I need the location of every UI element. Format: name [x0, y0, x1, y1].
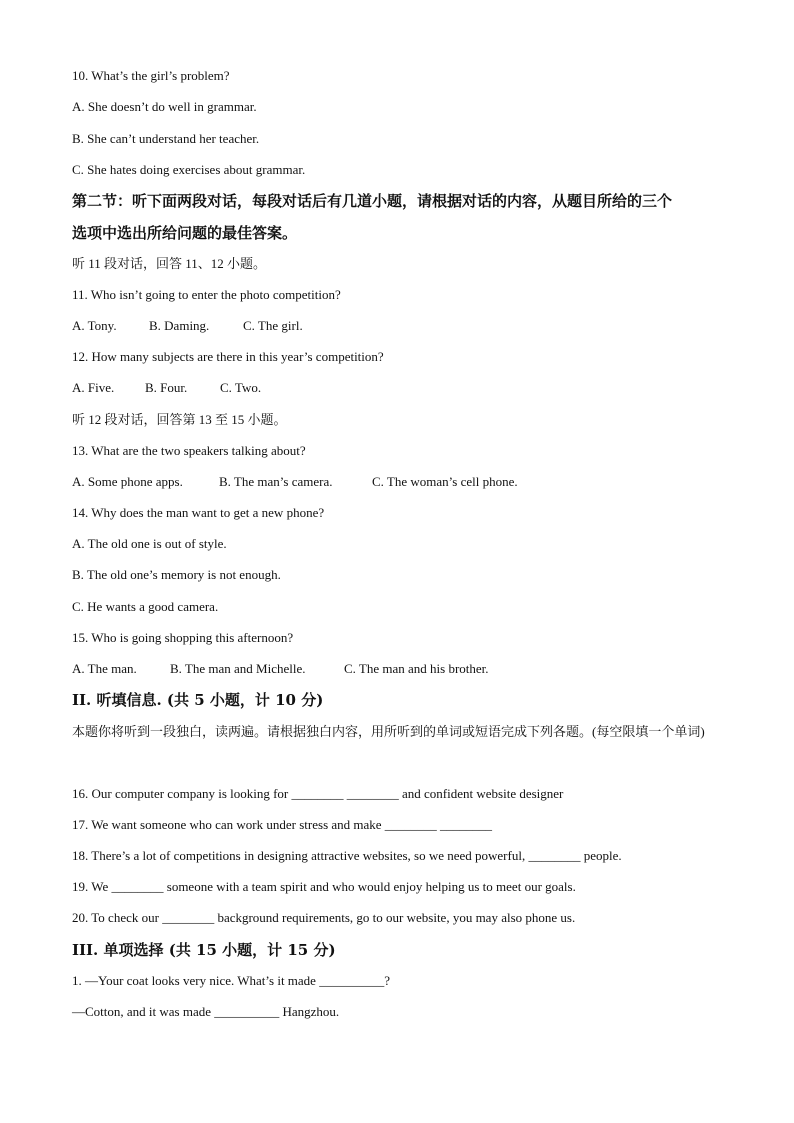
- q14-option-a: A. The old one is out of style.: [72, 536, 227, 551]
- q10-option-b: B. She can’t understand her teacher.: [72, 131, 260, 146]
- section-2-heading-line1: 第二节：听下面两段对话，每段对话后有几道小题，请根据对话的内容，从题目所给的三个: [72, 192, 673, 210]
- question-15: 15. Who is going shopping this afternoon?: [72, 630, 294, 645]
- q14-option-b: B. The old one’s memory is not enough.: [72, 567, 281, 582]
- question-10: 10. What’s the girl’s problem?: [72, 68, 230, 83]
- dialog-12-instruction: 听 12 段对话，回答第 13 至 15 小题。: [72, 412, 287, 427]
- question-20: 20. To check our ________ background requirements, go to our website, you may also phone us.: [72, 910, 576, 925]
- q13-options: [72, 474, 518, 490]
- q12-option-a: A. Five.: [72, 380, 115, 395]
- dialog-11-instruction: 听 11 段对话，回答 11、12 小题。: [72, 256, 267, 271]
- q11-option-c: C. The girl.: [243, 318, 303, 333]
- section-ii-heading: II. 听填信息. (共 5 小题，计 10 分): [72, 691, 324, 709]
- question-13: 13. What are the two speakers talking about?: [72, 443, 306, 458]
- question-19: 19. We ________ someone with a team spirit and who would enjoy helping us to meet our goals.: [72, 879, 576, 894]
- section-ii-instruction: 本题你将听到一段独白，读两遍。请根据独白内容，用所听到的单词或短语完成下列各题。(每空限填一个单词): [72, 724, 705, 739]
- q11-option-a: A. Tony.: [72, 318, 117, 333]
- section-iii-heading: III. 单项选择 (共 15 小题，计 15 分): [72, 941, 336, 959]
- mc-question-1-reply: —Cotton, and it was made __________ Hangzhou.: [72, 1004, 340, 1019]
- question-18: 18. There’s a lot of competitions in designing attractive websites, so we need powerful, ________ people.: [72, 848, 622, 863]
- question-11: 11. Who isn’t going to enter the photo competition?: [72, 287, 341, 302]
- q10-option-a: A. She doesn’t do well in grammar.: [72, 99, 257, 114]
- question-12: 12. How many subjects are there in this year’s competition?: [72, 349, 384, 364]
- q11-options: [72, 318, 303, 334]
- question-16: 16. Our computer company is looking for ________ ________ and confident website designer: [72, 786, 564, 801]
- q13-option-c: C. The woman’s cell phone.: [372, 474, 518, 489]
- q10-option-c: C. She hates doing exercises about grammar.: [72, 162, 306, 177]
- question-17: 17. We want someone who can work under stress and make ________ ________: [72, 817, 493, 832]
- q12-options: [72, 380, 261, 396]
- q11-option-b: B. Daming.: [149, 318, 210, 333]
- q14-option-c: C. He wants a good camera.: [72, 599, 219, 614]
- q13-option-b: B. The man’s camera.: [219, 474, 333, 489]
- question-14: 14. Why does the man want to get a new phone?: [72, 505, 325, 520]
- q15-options: [72, 661, 489, 677]
- q15-option-a: A. The man.: [72, 661, 137, 676]
- q12-option-b: B. Four.: [145, 380, 188, 395]
- q15-option-c: C. The man and his brother.: [344, 661, 489, 676]
- q12-option-c: C. Two.: [220, 380, 262, 395]
- mc-question-1: 1. —Your coat looks very nice. What’s it made __________?: [72, 973, 390, 988]
- q15-option-b: B. The man and Michelle.: [170, 661, 306, 676]
- section-2-heading-line2: 选项中选出所给问题的最佳答案。: [72, 224, 298, 242]
- q13-option-a: A. Some phone apps.: [72, 474, 183, 489]
